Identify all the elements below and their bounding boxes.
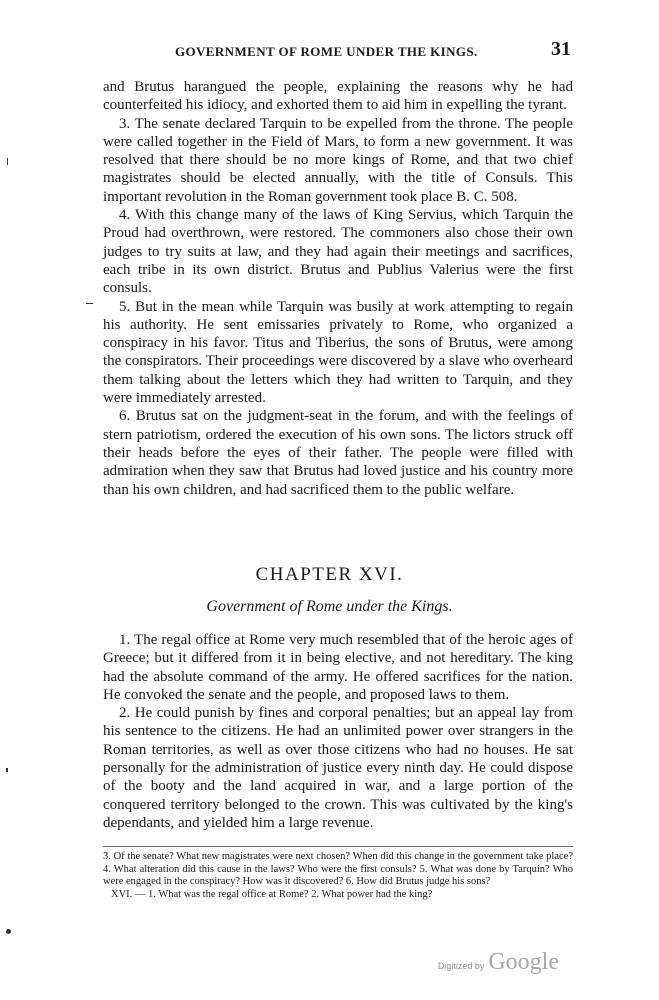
chapter-paragraph-1: 1. The regal office at Rome very much resembled that of the heroic ages of Greece; but it differed from it in being elective, and not hereditary. The king had the absolute command of the army. He offered sacrifices for the nation. He convoked the senate and the people, and proposed laws to them.: [103, 632, 573, 703]
scan-speck: [86, 303, 93, 304]
scan-speck: [6, 929, 11, 934]
running-head: GOVERNMENT OF ROME UNDER THE KINGS.: [175, 44, 478, 59]
paragraph-3: 3. The senate declared Tarquin to be expelled from the throne. The people were called together in the Field of Mars, to form a new government. It was resolved that there should be no more kings of Rome, and that two chief magistrates should be elected annually, with the title of Consuls. This important revolution in the Roman government took place B. C. 508.: [103, 115, 573, 205]
footnote-questions-chapter-xvi: XVI. — 1. What was the regal office at Rome? 2. What power had the king?: [111, 888, 433, 900]
chapter-paragraph-2: 2. He could punish by fines and corporal penalties; but an appeal lay from his sentence to the citizens. He had an unlimited power over strangers in the Roman territories, as well as over those citizens who had no houses. He sat personally for the administration of justice every ninth day. He could dispose of the booty and the land acquired in war, and a large portion of the conquered territory belonged to the crown. This was cultivated by the king's dependants, and yielded him a large revenue.: [103, 705, 573, 831]
footnote-divider: [103, 846, 573, 847]
footnotes: [103, 851, 573, 901]
paragraph-continuation: and Brutus harangued the people, explaining the reasons why he had counterfeited his idiocy, and exhorted them to aid him in expelling the tyrant.: [103, 79, 573, 114]
google-logo: Google: [488, 949, 559, 975]
scan-speck: [6, 768, 8, 772]
paragraph-4: 4. With this change many of the laws of King Servius, which Tarquin the Proud had overthrown, were restored. The commoners also chose their own judges to try suits at law, and they had again their meetings and sacrifices, each tribe in its own district. Brutus and Publius Valerius were the first consuls.: [103, 207, 573, 297]
page-number: 31: [551, 38, 571, 60]
chapter-subtitle: Government of Rome under the Kings.: [206, 598, 453, 615]
body-text-chapter: [103, 631, 573, 832]
chapter-title: CHAPTER XVI.: [255, 564, 404, 585]
footnote-questions-chapter-xv: 3. Of the senate? What new magistrates were next chosen? When did this change in the government take place? 4. What alteration did this cause in the laws? Who were the first consuls? 5. What was done by Tarquin? Who were engaged in the conspiracy? How was it discovered? 6. How did Brutus judge his sons?: [103, 851, 573, 888]
paragraph-5: 5. But in the mean while Tarquin was busily at work attempting to regain his authority. He sent emissaries privately to Rome, who organized a conspiracy in his favor. Titus and Tiberius, the sons of Brutus, were among the conspirators. Their proceedings were discovered by a slave who overheard them talking about the letters which they had written to Tarquin, and they were immediately arrested.: [103, 298, 573, 407]
watermark-prefix: Digitized by: [437, 961, 485, 971]
scan-speck: [7, 158, 8, 165]
paragraph-6: 6. Brutus sat on the judgment-seat in the forum, and with the feelings of stern patriotism, ordered the execution of his own sons. The lictors struck off their heads before the eyes of their father. The people were filled with admiration when they saw that Brutus had loved justice and his country more than his own children, and had sacrificed them to the public welfare.: [103, 408, 573, 498]
digitized-watermark: [438, 949, 559, 976]
body-text-top: [103, 78, 573, 499]
